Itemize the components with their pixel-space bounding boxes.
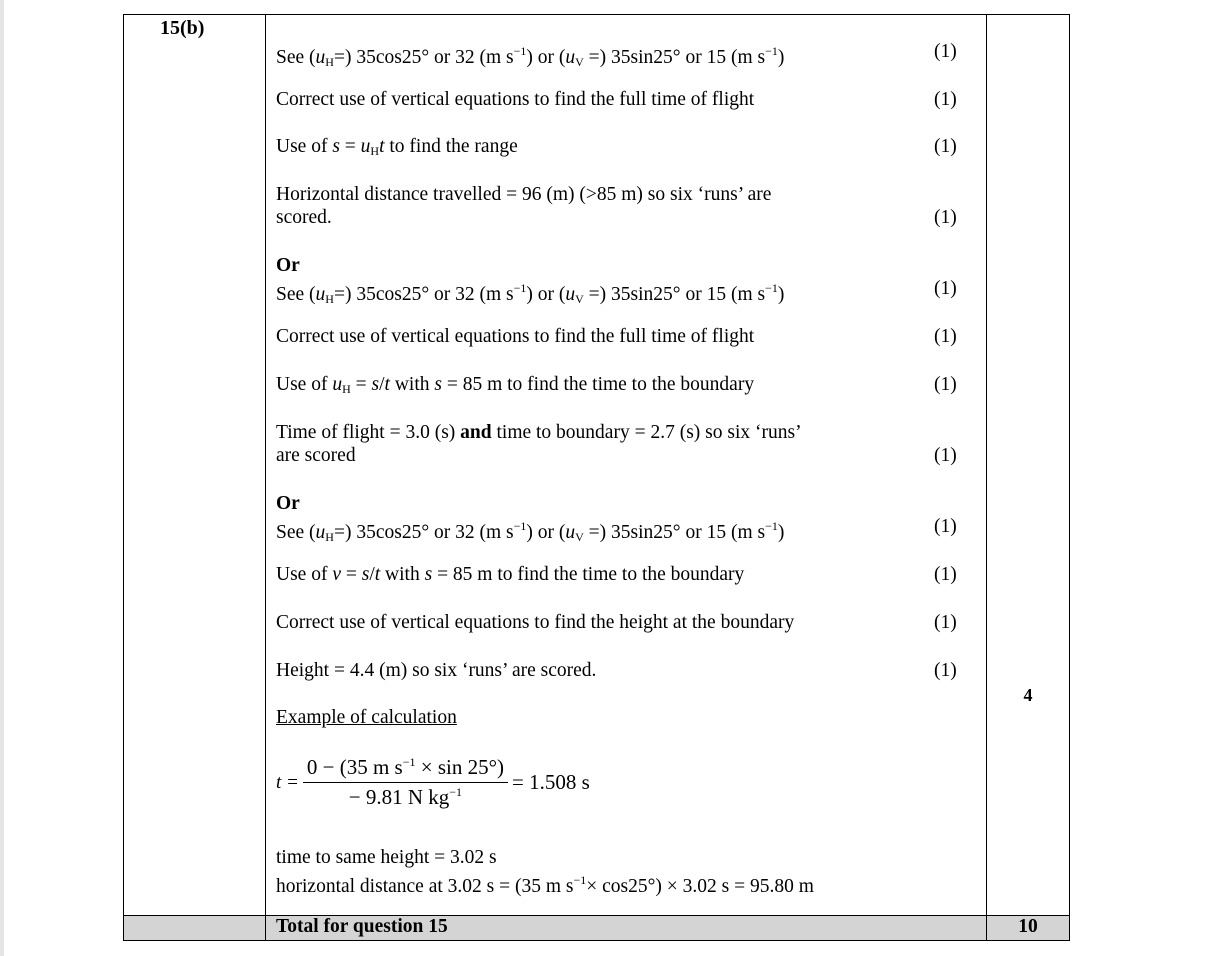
m1-point-2-mark: (1) (934, 89, 957, 110)
method-3-or-label: Or (276, 493, 300, 514)
m2-point-1: See $(u_H=)$ 35cos25° or 32 (m $s^{-1}$) or ($u_V$ =) 35sin25° or 15 (m $s^{-1}$) (276, 281, 785, 306)
formula-fraction (303, 755, 508, 810)
page-left-edge (0, 0, 4, 956)
m2-point-3: Use of $u_H = s/t$ with s = 85 m to find the time to the boundary (276, 374, 755, 396)
total-label: Total for question 15 (266, 916, 987, 941)
m3-point-1-mark: (1) (934, 516, 957, 537)
example-line-2: horizontal distance at 3.02 s = (35 m $s^{-1}\times \cos 25^\circ) \times 3.02$ s = 95.80 m (276, 873, 814, 897)
formula-denominator: − 9.81 N $kg^{-1}$ (348, 785, 463, 809)
m2-point-2: Correct use of vertical equations to find the full time of flight (276, 326, 755, 347)
m2-point-1-mark: (1) (934, 278, 957, 299)
m2-point-4-line-2: are scored (276, 445, 356, 466)
m3-point-3-mark: (1) (934, 612, 957, 633)
part-marks-value: 4 (1023, 685, 1033, 705)
m3-point-1: See $(u_H=)$ 35cos25° or 32 (m $s^{-1}$) or ($u_V$ =) 35sin25° or 15 (m $s^{-1}$) (276, 519, 785, 544)
m3-point-4-mark: (1) (934, 660, 957, 681)
m1-point-1: See $(u_H=)$ 35cos25° or 32 (m $s^{-1}$) or ($u_V$ =) 35sin25° or 15 (m $s^{-1}$) (276, 44, 785, 69)
m2-point-4-mark: (1) (934, 445, 957, 466)
marks-cell (987, 15, 1070, 916)
formula-result: = 1.508 s (511, 770, 590, 794)
method-2-or-label: Or (276, 255, 300, 276)
m3-point-2: Use of v = s/t with s = 85 m to find the time to the boundary (276, 564, 745, 585)
m1-point-4-line-1: Horizontal distance travelled = 96 (m) (>85 m) so six ‘runs’ are (276, 184, 772, 205)
formula-lhs: t = (276, 771, 299, 793)
answer-cell (266, 15, 987, 916)
m1-point-3: Use of $s = u_Ht$ to find the range (276, 136, 518, 158)
total-row (124, 916, 1070, 941)
question-number: 15(b) (124, 15, 266, 916)
m1-point-3-mark: (1) (934, 136, 957, 157)
m1-point-2: Correct use of vertical equations to find the full time of flight (276, 89, 755, 110)
m3-point-2-mark: (1) (934, 564, 957, 585)
m1-point-4-line-2: scored. (276, 207, 332, 228)
example-heading: Example of calculation (276, 707, 457, 728)
answer-content (266, 15, 986, 915)
example-line-1: time to same height = 3.02 s (276, 847, 497, 868)
example-formula (276, 755, 590, 810)
m2-point-3-mark: (1) (934, 374, 957, 395)
m3-point-3: Correct use of vertical equations to find the height at the boundary (276, 612, 795, 633)
m3-point-4: Height = 4.4 (m) so six ‘runs’ are scored. (276, 660, 597, 681)
m1-point-4-mark: (1) (934, 207, 957, 228)
m1-point-1-mark: (1) (934, 41, 957, 62)
total-row-blank (124, 916, 266, 941)
m2-point-4-line-1: Time of flight = 3.0 (s) and time to boundary = 2.7 (s) so six ‘runs’ (276, 422, 802, 443)
total-value: 10 (987, 916, 1070, 941)
question-row (124, 15, 1070, 916)
m2-point-2-mark: (1) (934, 326, 957, 347)
mark-scheme-table (123, 14, 1070, 941)
formula-numerator: 0 − (35 m $s^{-1} \times \sin 25^\circ$) (303, 755, 508, 783)
